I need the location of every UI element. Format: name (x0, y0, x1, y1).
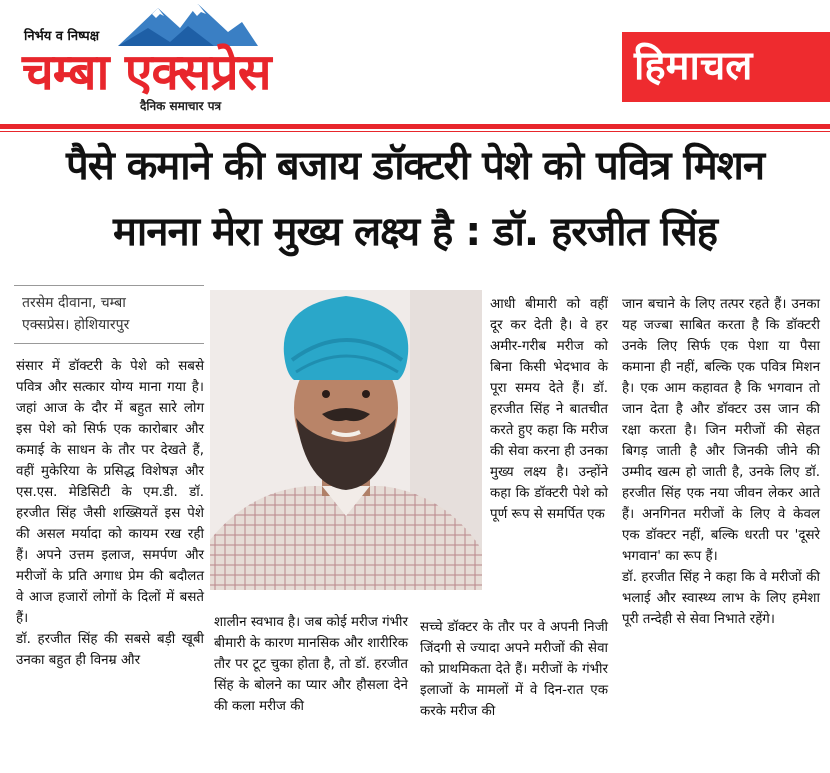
byline-rule-top (14, 285, 204, 286)
byline (22, 292, 202, 336)
article-column-3 (622, 294, 820, 630)
brand-subtitle: दैनिक समाचार पत्र (140, 99, 222, 113)
paragraph: डॉ. हरजीत सिंह की सबसे बड़ी खूबी उनका बहुत ही विनम्र और (16, 632, 204, 668)
headline-line-2: मानना मेरा मुख्य लक्ष्य है : डॉ. हरजीत सिंह (113, 209, 717, 255)
tagline: निर्भय व निष्पक्ष (24, 29, 100, 44)
brand-logo: चम्बा एक्सप्रेस (22, 43, 271, 101)
paragraph: शालीन स्वभाव है। जब कोई मरीज गंभीर बीमारी के कारण मानसिक और शारीरिक तौर पर टूट चुका होता है, तो डॉ. हरजीत सिंह के बोलने का प्यार और हौसला देने की कला मरीज की (214, 615, 408, 714)
byline-location: एक्सप्रेस। होशियारपुर (22, 317, 130, 333)
byline-rule-bottom (14, 343, 204, 344)
masthead-divider-thin (0, 131, 830, 132)
paragraph: जान बचाने के लिए तत्पर रहते हैं। उनका यह जज्बा साबित करता है कि डॉक्टरी उनके लिए सिर्फ एक पेशा या पैसा कमाना ही नहीं, बल्कि एक पवित्र मिशन है। एक आम कहावत है कि भगवान तो जान देता है और डॉक्टर उस जान की रक्षा करता है। जिन मरीजों की सेहत बिगड़ जाती है और जिनकी जीने की उम्मीद खत्म हो जाती है, उनके लिए डॉ. हरजीत सिंह एक नया जीवन लेकर आते हैं। अनगिनत मरीजों के लिए वे केवल एक डॉक्टर नहीं, बल्कि धरती पर 'दूसरे भगवान' का रूप हैं। (622, 297, 820, 564)
article-column-2-bottom (420, 617, 608, 722)
paragraph: आधी बीमारी को वहीं दूर कर देती है। वे हर अमीर-गरीब मरीज को बिना किसी भेदभाव के पूरा समय देते हैं। डॉ. हरजीत सिंह ने बातचीत करते हुए कहा कि मरीज की सेवा करना ही उनका मुख्य लक्ष्य है। उन्होंने कहा कि डॉक्टरी पेशे को पूर्ण रूप से समर्पित एक (490, 297, 608, 522)
portrait-image (210, 290, 482, 590)
paragraph: सच्चे डॉक्टर के तौर पर वे अपनी निजी जिंदगी से ज्यादा अपने मरीजों की सेवा को प्राथमिकता देते हैं। मरीजों के गंभीर इलाजों के मामलों में वे दिन-रात एक करके मरीज की (420, 620, 608, 719)
headline-line-1: पैसे कमाने की बजाय डॉक्टरी पेशे को पवित्र मिशन (65, 143, 765, 189)
article-column-1 (16, 356, 204, 671)
paragraph: डॉ. हरजीत सिंह ने कहा कि वे मरीजों की भलाई और स्वास्थ्य लाभ के लिए हमेशा पूरी तन्देही से सेवा निभाते रहेंगे। (622, 570, 820, 627)
paragraph: संसार में डॉक्टरी के पेशे को सबसे पवित्र और सत्कार योग्य माना गया है। जहां आज के दौर में बहुत सारे लोग इस पेशे को सिर्फ एक कारोबार और कमाई के साधन के तौर पर देखते हैं, वहीं मुकेरिया के प्रसिद्ध विशेषज्ञ और एस.एस. मेडिसिटी के एम.डी. डॉ. हरजीत सिंह जैसी शख्सियतें इस पेशे की असल मर्यादा को कायम रख रही हैं। अपने उत्तम इलाज, समर्पण और मरीजों के प्रति अगाध प्रेम की बदौलत वे आज हजारों लोगों के दिलों में बसते हैं। (16, 359, 204, 626)
mountain-logo-icon (118, 2, 258, 46)
byline-author: तरसेम दीवाना, चम्बा (22, 295, 126, 311)
doctor-photo (210, 290, 482, 590)
section-badge (622, 32, 830, 102)
article-column-2 (490, 294, 608, 525)
masthead-divider (0, 124, 830, 129)
section-label: हिमाचल (634, 43, 753, 89)
article-column-mid (214, 612, 408, 717)
masthead (0, 0, 830, 128)
